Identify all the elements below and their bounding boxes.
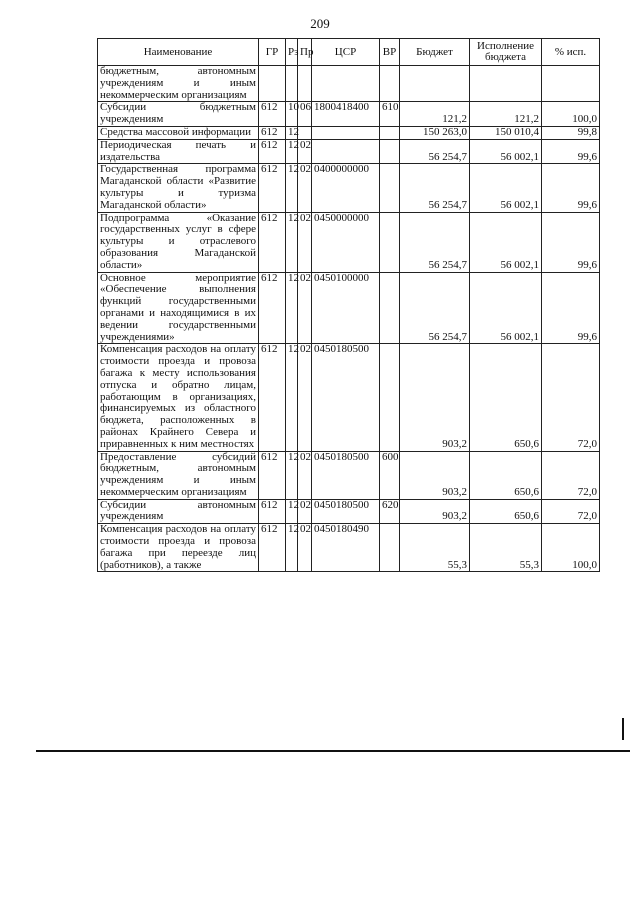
- cell-budget: 903,2: [400, 499, 470, 524]
- cell-percent: 72,0: [542, 499, 600, 524]
- cell-pr: 02: [298, 164, 312, 212]
- cell-rz: 12: [286, 164, 298, 212]
- cell-csr: 0450100000: [312, 272, 380, 344]
- table-row: [98, 344, 600, 451]
- cell-percent: 100,0: [542, 524, 600, 572]
- cell-budget: 56 254,7: [400, 272, 470, 344]
- header-vr: ВР: [380, 39, 400, 66]
- table-row: [98, 102, 600, 127]
- table-row: [98, 66, 600, 102]
- cell-gr: [259, 66, 286, 102]
- cell-name: Средства массовой информации: [98, 126, 259, 139]
- cell-vr: [380, 126, 400, 139]
- cell-csr: [312, 126, 380, 139]
- cell-budget: 56 254,7: [400, 212, 470, 272]
- cell-rz: 12: [286, 212, 298, 272]
- cell-csr: 1800418400: [312, 102, 380, 127]
- cell-vr: [380, 272, 400, 344]
- cell-execution: 150 010,4: [470, 126, 542, 139]
- cell-gr: 612: [259, 139, 286, 164]
- cell-rz: 10: [286, 102, 298, 127]
- cell-name: Государственная программа Магаданской области «Развитие культуры и туризма Магаданской области»: [98, 164, 259, 212]
- cell-csr: [312, 139, 380, 164]
- header-name: Наименование: [98, 39, 259, 66]
- table-row: [98, 212, 600, 272]
- cell-csr: 0450180500: [312, 451, 380, 499]
- cell-percent: 99,6: [542, 212, 600, 272]
- cell-rz: 12: [286, 524, 298, 572]
- cell-rz: 12: [286, 126, 298, 139]
- table-row: [98, 164, 600, 212]
- page-bottom-rule: [36, 750, 630, 752]
- table-row: [98, 139, 600, 164]
- cell-execution: 55,3: [470, 524, 542, 572]
- cell-rz: 12: [286, 344, 298, 451]
- cell-gr: 612: [259, 126, 286, 139]
- page-edge-mark: [622, 718, 624, 740]
- cell-pr: 02: [298, 344, 312, 451]
- cell-execution: 650,6: [470, 344, 542, 451]
- cell-budget: 55,3: [400, 524, 470, 572]
- cell-percent: 99,6: [542, 272, 600, 344]
- cell-gr: 612: [259, 451, 286, 499]
- cell-name: Субсидии бюджетным учреждениям: [98, 102, 259, 127]
- cell-budget: 903,2: [400, 344, 470, 451]
- header-csr: ЦСР: [312, 39, 380, 66]
- cell-pr: 02: [298, 499, 312, 524]
- cell-rz: 12: [286, 139, 298, 164]
- cell-gr: 612: [259, 344, 286, 451]
- cell-budget: 903,2: [400, 451, 470, 499]
- table-row: [98, 524, 600, 572]
- cell-csr: 0450000000: [312, 212, 380, 272]
- cell-vr: [380, 66, 400, 102]
- cell-budget: [400, 66, 470, 102]
- cell-budget: 56 254,7: [400, 164, 470, 212]
- cell-csr: 0450180500: [312, 344, 380, 451]
- cell-vr: [380, 344, 400, 451]
- cell-pr: 06: [298, 102, 312, 127]
- cell-vr: 600: [380, 451, 400, 499]
- cell-percent: 100,0: [542, 102, 600, 127]
- cell-pr: 02: [298, 212, 312, 272]
- cell-percent: 99,8: [542, 126, 600, 139]
- cell-name: бюджетным, автономным учреждениям и иным некоммерческим организациям: [98, 66, 259, 102]
- cell-percent: [542, 66, 600, 102]
- cell-vr: [380, 139, 400, 164]
- cell-budget: 121,2: [400, 102, 470, 127]
- cell-rz: [286, 66, 298, 102]
- cell-gr: 612: [259, 164, 286, 212]
- cell-vr: 610: [380, 102, 400, 127]
- cell-name: Периодическая печать и издательства: [98, 139, 259, 164]
- cell-percent: 99,6: [542, 164, 600, 212]
- cell-vr: [380, 524, 400, 572]
- cell-vr: 620: [380, 499, 400, 524]
- cell-execution: [470, 66, 542, 102]
- cell-rz: 12: [286, 272, 298, 344]
- cell-execution: 56 002,1: [470, 212, 542, 272]
- cell-gr: 612: [259, 102, 286, 127]
- cell-name: Предоставление субсидий бюджетным, автономным учреждениям и иным некоммерческим организациям: [98, 451, 259, 499]
- cell-rz: 12: [286, 451, 298, 499]
- cell-execution: 650,6: [470, 451, 542, 499]
- cell-pr: [298, 126, 312, 139]
- cell-percent: 99,6: [542, 139, 600, 164]
- cell-execution: 121,2: [470, 102, 542, 127]
- cell-gr: 612: [259, 272, 286, 344]
- cell-csr: 0450180500: [312, 499, 380, 524]
- cell-execution: 56 002,1: [470, 272, 542, 344]
- cell-csr: 0450180490: [312, 524, 380, 572]
- cell-gr: 612: [259, 212, 286, 272]
- cell-execution: 650,6: [470, 499, 542, 524]
- header-gr: ГР: [259, 39, 286, 66]
- header-row: [98, 39, 600, 66]
- page-number: 209: [310, 16, 330, 31]
- cell-budget: 150 263,0: [400, 126, 470, 139]
- table-row: [98, 126, 600, 139]
- cell-gr: 612: [259, 524, 286, 572]
- header-rz: Рз: [286, 39, 298, 66]
- table-body: [98, 66, 600, 572]
- cell-pr: 02: [298, 272, 312, 344]
- cell-pr: 02: [298, 524, 312, 572]
- cell-percent: 72,0: [542, 451, 600, 499]
- cell-name: Компенсация расходов на оплату стоимости проезда и провоза багажа при переезде лиц (работников), а также: [98, 524, 259, 572]
- cell-vr: [380, 164, 400, 212]
- cell-name: Компенсация расходов на оплату стоимости проезда и провоза багажа к месту использования отпуска и обратно лицам, работающим в организациях, финансируемых из областного бюджета, расположенных в районах Крайнего Севера и приравненных к ним местностях: [98, 344, 259, 451]
- cell-name: Основное мероприятие «Обеспечение выполнения функций государственными органами и находящимися в их ведении государственными учреждениями»: [98, 272, 259, 344]
- cell-pr: 02: [298, 139, 312, 164]
- budget-table: [97, 38, 600, 572]
- cell-csr: 0400000000: [312, 164, 380, 212]
- cell-csr: [312, 66, 380, 102]
- cell-gr: 612: [259, 499, 286, 524]
- cell-rz: 12: [286, 499, 298, 524]
- table-row: [98, 451, 600, 499]
- header-budget: Бюджет: [400, 39, 470, 66]
- header-execution: Исполнение бюджета: [470, 39, 542, 66]
- header-pr: Пр: [298, 39, 312, 66]
- cell-execution: 56 002,1: [470, 139, 542, 164]
- cell-execution: 56 002,1: [470, 164, 542, 212]
- cell-budget: 56 254,7: [400, 139, 470, 164]
- cell-vr: [380, 212, 400, 272]
- header-percent: % исп.: [542, 39, 600, 66]
- table-row: [98, 272, 600, 344]
- cell-pr: [298, 66, 312, 102]
- cell-pr: 02: [298, 451, 312, 499]
- cell-percent: 72,0: [542, 344, 600, 451]
- table-row: [98, 499, 600, 524]
- cell-name: Субсидии автономным учреждениям: [98, 499, 259, 524]
- cell-name: Подпрограмма «Оказание государственных услуг в сфере культуры и отраслевого образования Магаданской области»: [98, 212, 259, 272]
